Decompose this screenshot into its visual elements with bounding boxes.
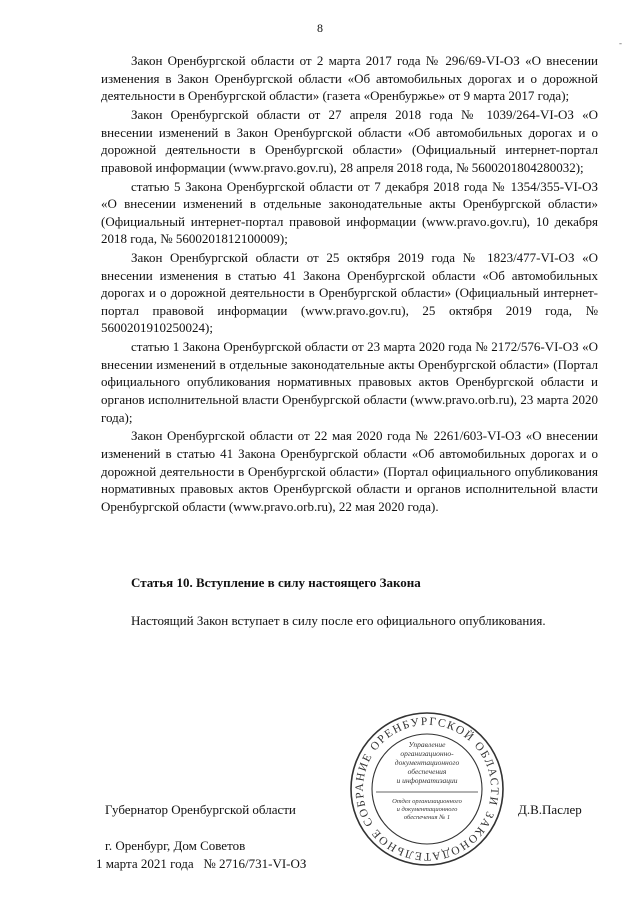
signing-place: г. Оренбург, Дом Советов <box>105 838 246 853</box>
date-and-number: 1 марта 2021 года № 2716/731-VI-ОЗ <box>96 856 307 871</box>
paragraph: Закон Оренбургской области от 25 октября 2019 года № 1823/477-VI-ОЗ «О внесении изменения в статью 41 Закона Оренбургской области «Об автомобильных дорогах и о дорожной деятельности в Оренбургской области» (Официальный интернет-портал правовой информации (www.pravo.gov.ru), 25 октября 2019 года, № 5600201910250024); <box>101 250 598 336</box>
signer-title: Губернатор Оренбургской области <box>105 802 296 817</box>
official-stamp <box>346 708 508 870</box>
paragraph: Закон Оренбургской области от 27 апреля 2018 года № 1039/264-VI-ОЗ «О внесении изменений в Закон Оренбургской области «Об автомобильных дорогах и о дорожной деятельности в Оренбургской области» (Официальный интернет-портал правовой информации (www.pravo.gov.ru), 28 апреля 2018 года, № 5600201804280032); <box>101 106 598 175</box>
stamp-outer-circle <box>351 713 503 865</box>
stamp-center-line: организационно- <box>400 749 454 758</box>
paragraph: Закон Оренбургской области от 2 марта 2017 года № 296/69-VI-ОЗ «О внесении изменения в Закон Оренбургской области «Об автомобильных дорогах и о дорожной деятельности в Оренбургской области» (газета «Оренбуржье» от 9 марта 2017 года); <box>101 53 598 104</box>
stamp-bottom-line: Отдел организационного <box>392 798 462 805</box>
paragraph: статью 1 Закона Оренбургской области от 23 марта 2020 года № 2172/576-VI-ОЗ «О внесении изменений в отдельные законодательные акты Оренбургской области» (Портал официального опубликования нормативных правовых актов Оренбургской области и органов исполнительной власти Оренбургской области (www.pravo.orb.ru), 23 марта 2020 года); <box>101 339 598 425</box>
stamp-bottom-line: обеспечения № 1 <box>403 814 451 821</box>
paragraph: статью 5 Закона Оренбургской области от 7 декабря 2018 года № 1354/355-VI-ОЗ «О внесении изменений в отдельные законодательные акты Оренбургской области» (Официальный интернет-портал правовой информации (www.pravo.gov.ru), 10 декабря 2018 года, № 5600201812100009); <box>101 178 598 247</box>
stamp-center-line: и информатизации <box>396 776 458 785</box>
stamp-ring-text: ЗАКОНОДАТЕЛЬНОЕ СОБРАНИЕ ОРЕНБУРГСКОЙ ОБЛАСТИ <box>353 715 501 863</box>
signer-name: Д.В.Паслер <box>518 802 582 817</box>
paragraph: Закон Оренбургской области от 22 мая 2020 года № 2261/603-VI-ОЗ «О внесении изменений в статью 41 Закона Оренбургской области «Об автомобильных дорогах и о дорожной деятельности в Оренбургской области» (Портал официального опубликования нормативных правовых актов Оренбургской области и органов исполнительной власти Оренбургской области (www.pravo.orb.ru), 22 мая 2020 года). <box>101 428 598 514</box>
stamp-center-line: документационного <box>394 758 460 767</box>
article-text: Настоящий Закон вступает в силу после его официального опубликования. <box>131 613 546 628</box>
stamp-center-line: Управление <box>408 740 446 749</box>
stamp-bottom-line: и документационного <box>396 806 458 813</box>
document-body <box>101 52 598 517</box>
corner-mark: - <box>619 38 623 48</box>
page-number: 8 <box>317 21 323 35</box>
article-heading: Статья 10. Вступление в силу настоящего Закона <box>131 575 421 590</box>
stamp-center-line: обеспечения <box>407 767 447 776</box>
